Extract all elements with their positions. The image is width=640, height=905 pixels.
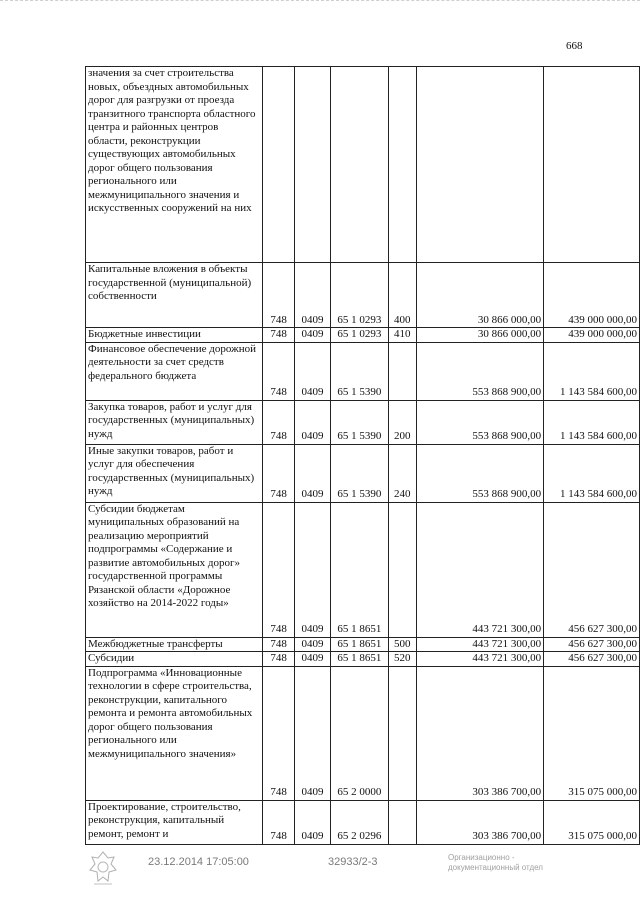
cell-vr (388, 502, 416, 637)
cell-sum1: 303 386 700,00 (416, 800, 543, 844)
cell-sum2: 1 143 584 600,00 (544, 400, 640, 444)
table-row (86, 263, 640, 328)
cell-ved (263, 67, 295, 263)
cell-csr: 65 1 8651 (330, 502, 388, 637)
footer-timestamp: 23.12.2014 17:05:00 (148, 856, 249, 868)
cell-csr: 65 1 0293 (330, 328, 388, 343)
cell-vr (388, 666, 416, 800)
emblem-seal-icon (86, 848, 120, 888)
cell-name: Подпрограмма «Инновационные технологии в сфере строительства, реконструкции, капитального ремонта и ремонта автомобильных дорог общего пользования регионального или межмуниципального значения» (86, 666, 263, 800)
cell-ved: 748 (263, 637, 295, 652)
cell-ved: 748 (263, 328, 295, 343)
cell-sum1: 443 721 300,00 (416, 502, 543, 637)
cell-razdel: 0409 (295, 400, 331, 444)
cell-name: Межбюджетные трансферты (86, 637, 263, 652)
cell-csr: 65 1 8651 (330, 652, 388, 667)
budget-table (85, 66, 640, 845)
cell-vr (388, 67, 416, 263)
cell-name: Иные закупки товаров, работ и услуг для обеспечения государственных (муниципальных) нужд (86, 444, 263, 502)
cell-razdel: 0409 (295, 502, 331, 637)
table-row (86, 666, 640, 800)
table-row (86, 502, 640, 637)
cell-csr: 65 1 0293 (330, 263, 388, 328)
department-line2: документационный отдел (448, 863, 543, 872)
cell-ved: 748 (263, 800, 295, 844)
cell-sum2: 1 143 584 600,00 (544, 342, 640, 400)
footer-doc-number: 32933/2-3 (328, 856, 378, 868)
cell-csr (330, 67, 388, 263)
cell-ved: 748 (263, 342, 295, 400)
cell-sum2: 439 000 000,00 (544, 328, 640, 343)
cell-sum2: 1 143 584 600,00 (544, 444, 640, 502)
cell-csr: 65 1 8651 (330, 637, 388, 652)
cell-ved: 748 (263, 652, 295, 667)
cell-vr (388, 342, 416, 400)
table-row (86, 328, 640, 343)
cell-vr: 410 (388, 328, 416, 343)
cell-ved: 748 (263, 666, 295, 800)
cell-name: Закупка товаров, работ и услуг для государственных (муниципальных) нужд (86, 400, 263, 444)
cell-ved: 748 (263, 263, 295, 328)
table-row (86, 652, 640, 667)
cell-vr: 240 (388, 444, 416, 502)
cell-csr: 65 1 5390 (330, 444, 388, 502)
cell-sum2: 456 627 300,00 (544, 502, 640, 637)
cell-sum2: 456 627 300,00 (544, 652, 640, 667)
department-line1: Организационно - (448, 853, 515, 862)
cell-sum1: 303 386 700,00 (416, 666, 543, 800)
cell-name: Субсидии (86, 652, 263, 667)
cell-sum2: 315 075 000,00 (544, 666, 640, 800)
table-row (86, 342, 640, 400)
cell-vr: 400 (388, 263, 416, 328)
cell-name: Субсидии бюджетам муниципальных образований на реализацию мероприятий подпрограммы «Содержание и развитие автомобильных дорог» государственной программы Рязанской области «Дорожное хозяйство на 2014-2022 годы» (86, 502, 263, 637)
table-row (86, 400, 640, 444)
cell-sum1: 30 866 000,00 (416, 263, 543, 328)
cell-csr: 65 2 0296 (330, 800, 388, 844)
cell-vr: 520 (388, 652, 416, 667)
cell-sum1: 30 866 000,00 (416, 328, 543, 343)
cell-name: Финансовое обеспечение дорожной деятельности за счет средств федерального бюджета (86, 342, 263, 400)
table-row (86, 444, 640, 502)
cell-razdel: 0409 (295, 328, 331, 343)
table-body (86, 67, 640, 845)
cell-ved: 748 (263, 502, 295, 637)
cell-csr: 65 1 5390 (330, 342, 388, 400)
cell-name: Проектирование, строительство, реконструкция, капитальный ремонт, ремонт и (86, 800, 263, 844)
cell-sum1: 553 868 900,00 (416, 444, 543, 502)
table-row (86, 67, 640, 263)
cell-sum2 (544, 67, 640, 263)
cell-razdel: 0409 (295, 666, 331, 800)
scan-edge (0, 0, 640, 11)
cell-csr: 65 2 0000 (330, 666, 388, 800)
table-row (86, 800, 640, 844)
cell-vr (388, 800, 416, 844)
cell-vr: 200 (388, 400, 416, 444)
cell-name: Капитальные вложения в объекты государственной (муниципальной) собственности (86, 263, 263, 328)
cell-razdel: 0409 (295, 652, 331, 667)
cell-sum1: 443 721 300,00 (416, 652, 543, 667)
cell-sum2: 439 000 000,00 (544, 263, 640, 328)
cell-razdel: 0409 (295, 342, 331, 400)
cell-sum2: 315 075 000,00 (544, 800, 640, 844)
cell-name: значения за счет строительства новых, объездных автомобильных дорог для разгрузки от проезда транзитного транспорта областного центра и районных центров области, реконструкции существующих автомобильных дорог общего пользования регионального или межмуниципального значения и искусственных сооружений на них (86, 67, 263, 263)
department-stamp (448, 853, 543, 873)
cell-name: Бюджетные инвестиции (86, 328, 263, 343)
cell-razdel: 0409 (295, 800, 331, 844)
page-number: 668 (566, 40, 583, 52)
cell-razdel (295, 67, 331, 263)
cell-sum1 (416, 67, 543, 263)
cell-csr: 65 1 5390 (330, 400, 388, 444)
cell-sum1: 553 868 900,00 (416, 342, 543, 400)
cell-razdel: 0409 (295, 444, 331, 502)
cell-sum1: 443 721 300,00 (416, 637, 543, 652)
cell-ved: 748 (263, 444, 295, 502)
cell-vr: 500 (388, 637, 416, 652)
cell-sum1: 553 868 900,00 (416, 400, 543, 444)
cell-razdel: 0409 (295, 637, 331, 652)
cell-razdel: 0409 (295, 263, 331, 328)
table-row (86, 637, 640, 652)
cell-ved: 748 (263, 400, 295, 444)
cell-sum2: 456 627 300,00 (544, 637, 640, 652)
